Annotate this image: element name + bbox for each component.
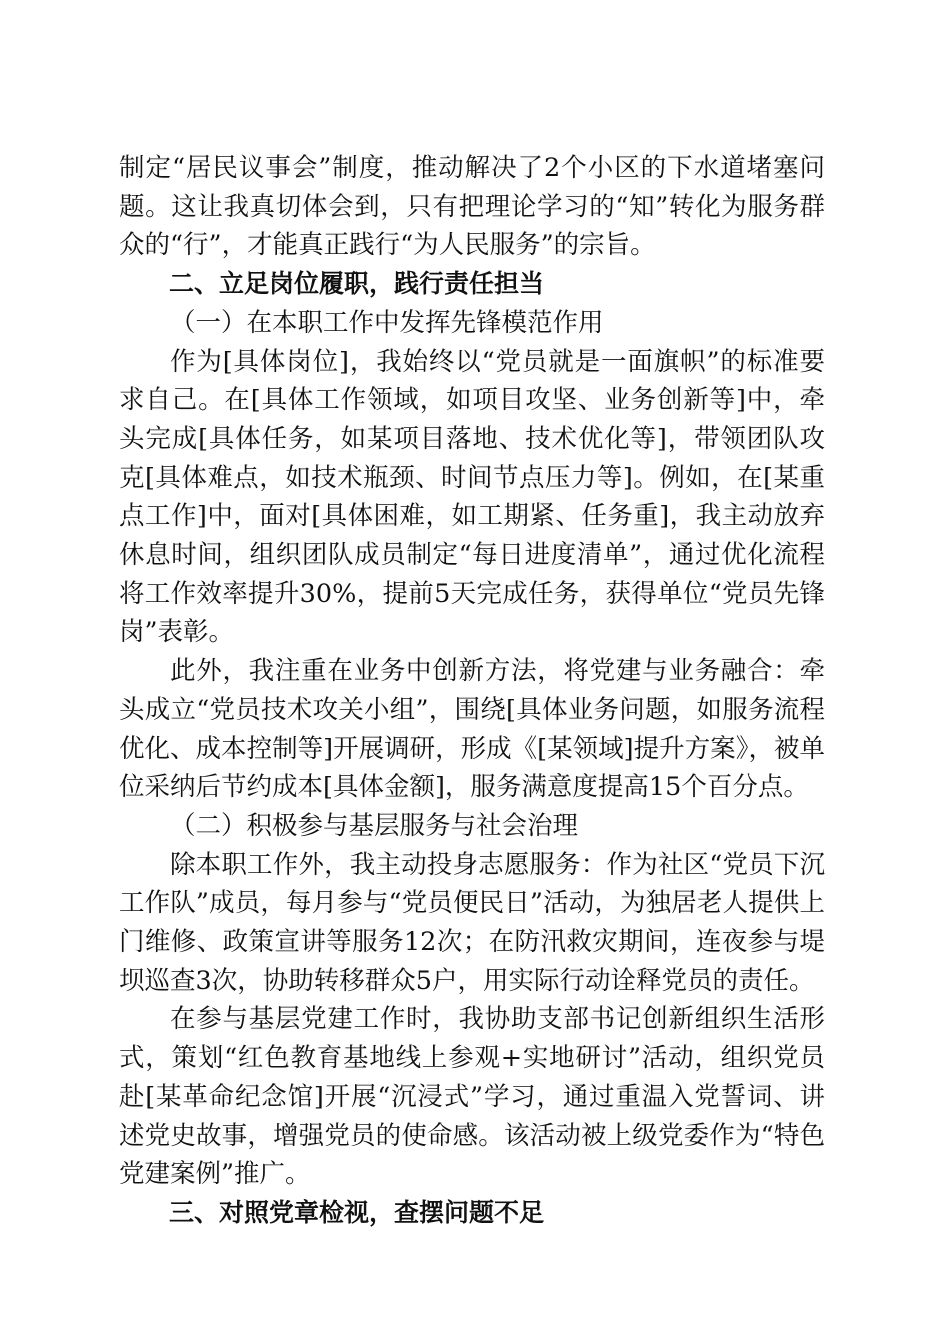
subsection-1-paragraph-2: 此外，我注重在业务中创新方法，将党建与业务融合：牵头成立“党员技术攻关小组”，围绕[具体业务问题，如服务流程优化、成本控制等]开展调研，形成《[某领域]提升方案》，被单位采纳后节约成本[具体金额]，服务满意度提高15个百分点。 xyxy=(119,656,825,803)
subsection-1-paragraph-1: 作为[具体岗位]，我始终以“党员就是一面旗帜”的标准要求自己。在[具体工作领域，如项目攻坚、业务创新等]中，牵头完成[具体任务，如某项目落地、技术优化等]，带领团队攻克[具体难点，如技术瓶颈、时间节点压力等]。例如，在[某重点工作]中，面对[具体困难，如工期紧、任务重]，我主动放弃休息时间，组织团队成员制定“每日进度清单”，通过优化流程将工作效率提升30%，提前5天完成任务，获得单位“党员先锋岗”表彰。 xyxy=(119,346,825,648)
subsection-1-heading: （一）在本职工作中发挥先锋模范作用 xyxy=(170,307,604,338)
section-2-heading: 二、立足岗位履职，践行责任担当 xyxy=(169,269,545,299)
document-body xyxy=(119,149,825,1233)
subsection-2-paragraph-1: 除本职工作外，我主动投身志愿服务：作为社区“党员下沉工作队”成员，每月参与“党员便民日”活动，为独居老人提供上门维修、政策宣讲等服务12次；在防汛救灾期间，连夜参与堤坝巡查3次，协助转移群众5户，用实际行动诠释党员的责任。 xyxy=(119,849,825,996)
section-3-heading: 三、对照党章检视，查摆问题不足 xyxy=(169,1197,545,1227)
subsection-2-heading: （二）积极参与基层服务与社会治理 xyxy=(170,810,579,841)
subsection-2-paragraph-2: 在参与基层党建工作时，我协助支部书记创新组织生活形式，策划“红色教育基地线上参观+实地研讨”活动，组织党员赴[某革命纪念馆]开展“沉浸式”学习，通过重温入党誓词、讲述党史故事，增强党员的使命感。该活动被上级党委作为“特色党建案例”推广。 xyxy=(119,1004,825,1190)
continuation-paragraph: 制定“居民议事会”制度，推动解决了2个小区的下水道堵塞问题。这让我真切体会到，只有把理论学习的“知”转化为服务群众的“行”，才能真正践行“为人民服务”的宗旨。 xyxy=(119,153,825,261)
